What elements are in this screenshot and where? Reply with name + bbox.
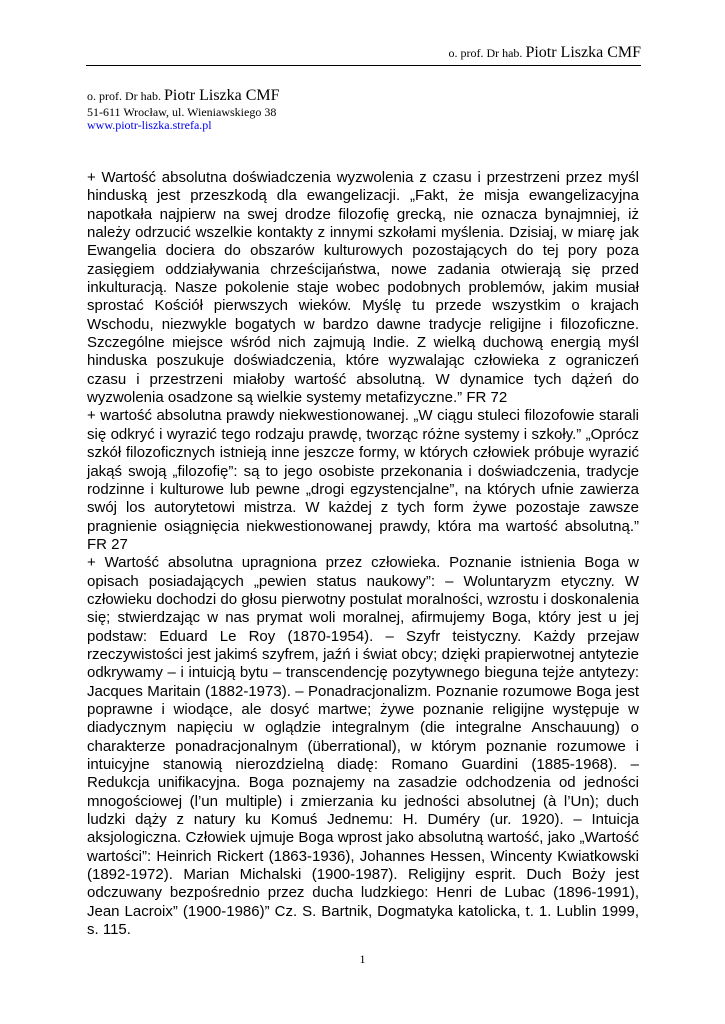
author-name: Piotr Liszka CMF (163, 87, 280, 104)
page-header (86, 44, 641, 62)
paragraph: + Wartość absolutna upragniona przez człowieka. Poznanie istnienia Boga w opisach posiadających „pewien status naukowy”: – Woluntaryzm etyczny. W człowieku dochodzi do głosu pierwotny postulat moralności, wzrostu i doskonalenia się; stwierdzając w nas prymat woli moralnej, afirmujemy Boga, który jest u jej podstaw: Eduard Le Roy (1870-1954). – Szyfr teistyczny. Każdy przejaw rzeczywistości jest jakimś szyfrem, jaźń i świat obcy; dzięki prapierwotnej antytezie odkrywamy – i intuicją bytu – transcendencję pozytywnego bieguna tejże antytezy: Jacques Maritain (1882-1973). – Ponadracjonalizm. Poznanie rozumowe Boga jest poprawne i wiodące, ale dosyć martwe; żywe poznanie religijne występuje w diadycznym napięciu w oglądzie integralnym (die integralne Anschauung) o charakterze ponadracjonalnym (überrational), w którym poznanie rozumowe i intuicyjne stanowią nierozdzielną diadę: Romano Guardini (1885-1968). – Redukcja unifikacyjna. Boga poznajemy na zasadzie odchodzenia od jedności mnogościowej (l’un multiple) i zmierzania ku jedności absolutnej (à l’Un); duch ludzki dąży z natury ku Komuś Jednemu: H. Duméry (ur. 1920). – Intuicja aksjologiczna. Człowiek ujmuje Boga wprost jako absolutną wartość, jako „Wartość wartości”: Heinrich Rickert (1863-1936), Johannes Hessen, Wincenty Kwiatkowski (1892-1972). Marian Michalski (1900-1987). Religijny esprit. Duch Boży jest odczuwany bezpośrednio przez ducha ludzkiego: Henri de Lubac (1896-1991), Jean Lacroix” (1900-1986)” Cz. S. Bartnik, Dogmatyka katolicka, t. 1. Lublin 1999, s. 115. (87, 554, 639, 939)
author-prefix: o. prof. Dr hab. (87, 89, 161, 103)
paragraph: + wartość absolutna prawdy niekwestionowanej. „W ciągu stuleci filozofowie starali się odkryć i wyrazić tego rodzaju prawdę, tworząc różne systemy i szkoły.” „Oprócz szkół filozoficznych istnieją inne jeszcze formy, w których człowiek próbuje wyrazić jakąś swoją „filozofię”: są to jego osobiste przekonania i doświadczenia, tradycje rodzinne i kulturowe lub pewne „drogi egzystencjalne”, na których ufnie zawierza swój los autorytetowi mistrza. W każdej z tych form żywe pozostaje zawsze pragnienie osiągnięcia niekwestionowanej prawdy, która ma wartość absolutną.” FR 27 (87, 407, 639, 553)
header-prefix: o. prof. Dr hab. (448, 46, 523, 60)
header-name: Piotr Liszka CMF (525, 44, 641, 61)
document-body (87, 169, 639, 939)
header-divider (86, 65, 641, 66)
author-block (87, 86, 280, 132)
author-website-link[interactable]: www.piotr-liszka.strefa.pl (87, 118, 212, 132)
paragraph: + Wartość absolutna doświadczenia wyzwolenia z czasu i przestrzeni przez myśl hinduską jest przeszkodą dla ewangelizacji. „Fakt, że misja ewangelizacyjna napotkała najpierw na swej drodze filozofię grecką, nie oznacza bynajmniej, iż należy odrzucić wszelkie kontakty z innymi szkołami myślenia. Dzisiaj, w miarę jak Ewangelia dociera do obszarów kulturowych pozostających do tej pory poza zasięgiem oddziaływania chrześcijaństwa, nowe zadania otwierają się przed inkulturacją. Nasze pokolenie staje wobec podobnych problemów, jakim musiał sprostać Kościół pierwszych wieków. Myślę tu przede wszystkim o krajach Wschodu, niezwykle bogatych w bardzo dawne tradycje religijne i filozoficzne. Szczególne miejsce wśród nich zajmują Indie. Z wielką duchową energią myśl hinduska poszukuje doświadczenia, które wyzwalając człowieka z ograniczeń czasu i przestrzeni miałoby wartość absolutną. W dynamice tych dążeń do wyzwolenia osadzone są wielkie systemy metafizyczne.” FR 72 (87, 169, 639, 407)
page-number: 1 (359, 952, 366, 966)
author-address: 51-611 Wrocław, ul. Wieniawskiego 38 (87, 105, 277, 119)
